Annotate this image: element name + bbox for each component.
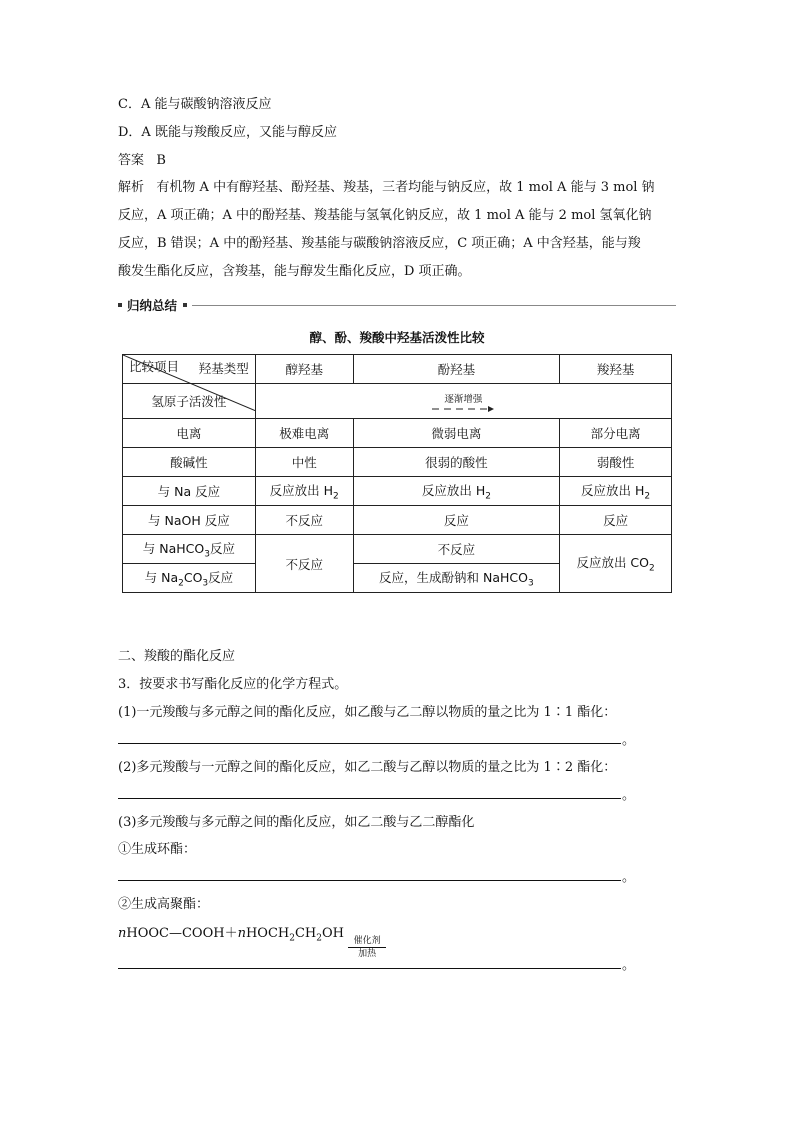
- polyester-equation: [118, 925, 386, 959]
- row-label-nahco3: [123, 535, 256, 564]
- subscript: 3: [204, 549, 210, 560]
- cell: [353, 477, 560, 506]
- answer: [118, 152, 166, 170]
- analysis-line-3: 反应，B 错误；A 中的酚羟基、羧基能与碳酸钠溶液反应，C 项正确；A 中含羟基，能与羧: [118, 236, 641, 251]
- analysis-text-1: 有机物 A 中有醇羟基、酚羟基、羧基，三者均能与钠反应，故 1 mol A 能与 3 mol 钠: [156, 180, 655, 195]
- cell: 反应: [560, 506, 672, 535]
- answer-value: B: [156, 153, 166, 168]
- square-bullet-icon: [183, 303, 187, 307]
- arrow-label: 逐渐增强: [444, 394, 483, 405]
- period-mark: 。: [622, 958, 636, 973]
- subscript: 2: [649, 563, 655, 574]
- acid-merged-cell: [560, 535, 672, 593]
- question-3: 3．按要求书写酯化反应的化学方程式。: [118, 677, 348, 692]
- dashed-arrow-icon: [432, 406, 494, 412]
- answer-label: 答案: [118, 153, 145, 168]
- increasing-arrow: [432, 391, 494, 412]
- equation-text: HOCH: [245, 926, 290, 941]
- row-label-acidity: 酸碱性: [123, 448, 256, 477]
- subscript: 2: [178, 578, 184, 589]
- cell: 弱酸性: [560, 448, 672, 477]
- cell: 微弱电离: [353, 419, 560, 448]
- diagonal-header-cell: [123, 355, 256, 384]
- subscript: 2: [333, 491, 339, 502]
- table-row: [123, 506, 672, 535]
- summary-heading-bar: [118, 296, 676, 314]
- period-mark: 。: [622, 870, 636, 885]
- option-c: C．A 能与碳酸钠溶液反应: [118, 97, 272, 112]
- part-3-prompt: (3)多元羧酸与多元醇之间的酯化反应，如乙二酸与乙二醇酯化: [118, 815, 475, 830]
- table-row: [123, 419, 672, 448]
- period-mark: 。: [622, 733, 636, 748]
- comparison-table: [122, 354, 672, 593]
- row-label-naoh: 与 NaOH 反应: [123, 506, 256, 535]
- cell-text: 反应: [208, 569, 234, 585]
- part-1-prompt: (1)一元羧酸与多元醇之间的酯化反应，如乙酸与乙二醇以物质的量之比为 1∶1 酯化：: [118, 705, 617, 720]
- cell-text: 反应: [209, 540, 235, 556]
- cell: 极难电离: [255, 419, 353, 448]
- table-header-row: [123, 355, 672, 384]
- subscript: 2: [485, 491, 491, 502]
- row-label-na: 与 Na 反应: [123, 477, 256, 506]
- cell: 反应: [353, 506, 560, 535]
- column-header-alcohol: 醇羟基: [255, 355, 353, 384]
- option-d: D．A 既能与羧酸反应，又能与醇反应: [118, 125, 337, 140]
- column-header-acid: 羧羟基: [560, 355, 672, 384]
- cell: 不反应: [353, 535, 560, 564]
- cell-text: 反应放出 H: [581, 482, 645, 498]
- cell: [255, 477, 353, 506]
- subscript: 2: [316, 933, 322, 944]
- divider: [192, 305, 676, 306]
- subscript: 2: [644, 491, 651, 502]
- cell-text: 反应，生成酚钠和 NaHCO: [379, 569, 528, 585]
- subscript: 3: [202, 578, 209, 589]
- subscript: 2: [289, 933, 295, 944]
- answer-blank-2[interactable]: [118, 798, 621, 799]
- reaction-arrow-bar: [348, 947, 386, 948]
- section-heading: 二、羧酸的酯化反应: [118, 649, 236, 664]
- heat-label: 加热: [358, 949, 377, 959]
- answer-blank-3a[interactable]: [118, 880, 621, 881]
- row-label-na2co3: [123, 564, 256, 593]
- cell: 不反应: [255, 506, 353, 535]
- cell-text: 与 NaHCO: [142, 540, 205, 556]
- analysis-line-2: 反应，A 项正确；A 中的酚羟基、羧基能与氢氧化钠反应，故 1 mol A 能与 2 mol 氢氧化钠: [118, 208, 652, 223]
- corner-bottom-label: 比较项目: [129, 359, 180, 374]
- equation-text: HOOC—COOH＋: [126, 926, 238, 941]
- corner-top-label: 羟基类型: [198, 361, 249, 376]
- cell-text: 反应放出 H: [421, 482, 486, 498]
- equation-n: n: [118, 926, 127, 941]
- equation-text: OH: [322, 926, 344, 941]
- analysis-line-1: [118, 179, 655, 197]
- reaction-conditions: [348, 936, 386, 959]
- answer-blank-3b[interactable]: [118, 968, 621, 969]
- answer-blank-1[interactable]: [118, 743, 621, 744]
- analysis-line-4: 酸发生酯化反应，含羧基，能与醇发生酯化反应，D 项正确。: [118, 264, 471, 279]
- analysis-label: 解析: [118, 180, 145, 195]
- subscript: 3: [528, 578, 534, 589]
- table-row: [123, 535, 672, 564]
- table-row: [123, 448, 672, 477]
- cell-text: 反应放出 CO: [576, 555, 649, 571]
- cell-text: 与 Na: [144, 569, 179, 585]
- cell: [560, 477, 672, 506]
- part-3a-prompt: ①生成环酯：: [118, 842, 197, 857]
- table-title: 醇、酚、羧酸中羟基活泼性比较: [309, 330, 485, 345]
- cell: [353, 564, 560, 593]
- part-3b-prompt: ②生成高聚酯：: [118, 897, 210, 912]
- alcohol-merged-cell: 不反应: [255, 535, 353, 593]
- cell: 部分电离: [560, 419, 672, 448]
- row-label-ionization: 电离: [123, 419, 256, 448]
- square-bullet-icon: [118, 303, 122, 307]
- table-row: [123, 477, 672, 506]
- part-2-prompt: (2)多元羧酸与一元醇之间的酯化反应，如乙二酸与乙醇以物质的量之比为 1∶2 酯化：: [118, 760, 617, 775]
- period-mark: 。: [622, 788, 636, 803]
- cell-text: 反应放出 H: [269, 482, 334, 498]
- catalyst-label: 催化剂: [353, 936, 381, 946]
- cell: 中性: [255, 448, 353, 477]
- activity-arrow-cell: [255, 384, 671, 419]
- equation-text: CH: [294, 926, 317, 941]
- cell-text: CO: [183, 569, 203, 585]
- column-header-phenol: 酚羟基: [353, 355, 560, 384]
- row-label-activity: 氢原子活泼性: [123, 384, 256, 419]
- summary-heading: 归纳总结: [127, 298, 178, 313]
- cell: 很弱的酸性: [353, 448, 560, 477]
- equation-n: n: [237, 926, 246, 941]
